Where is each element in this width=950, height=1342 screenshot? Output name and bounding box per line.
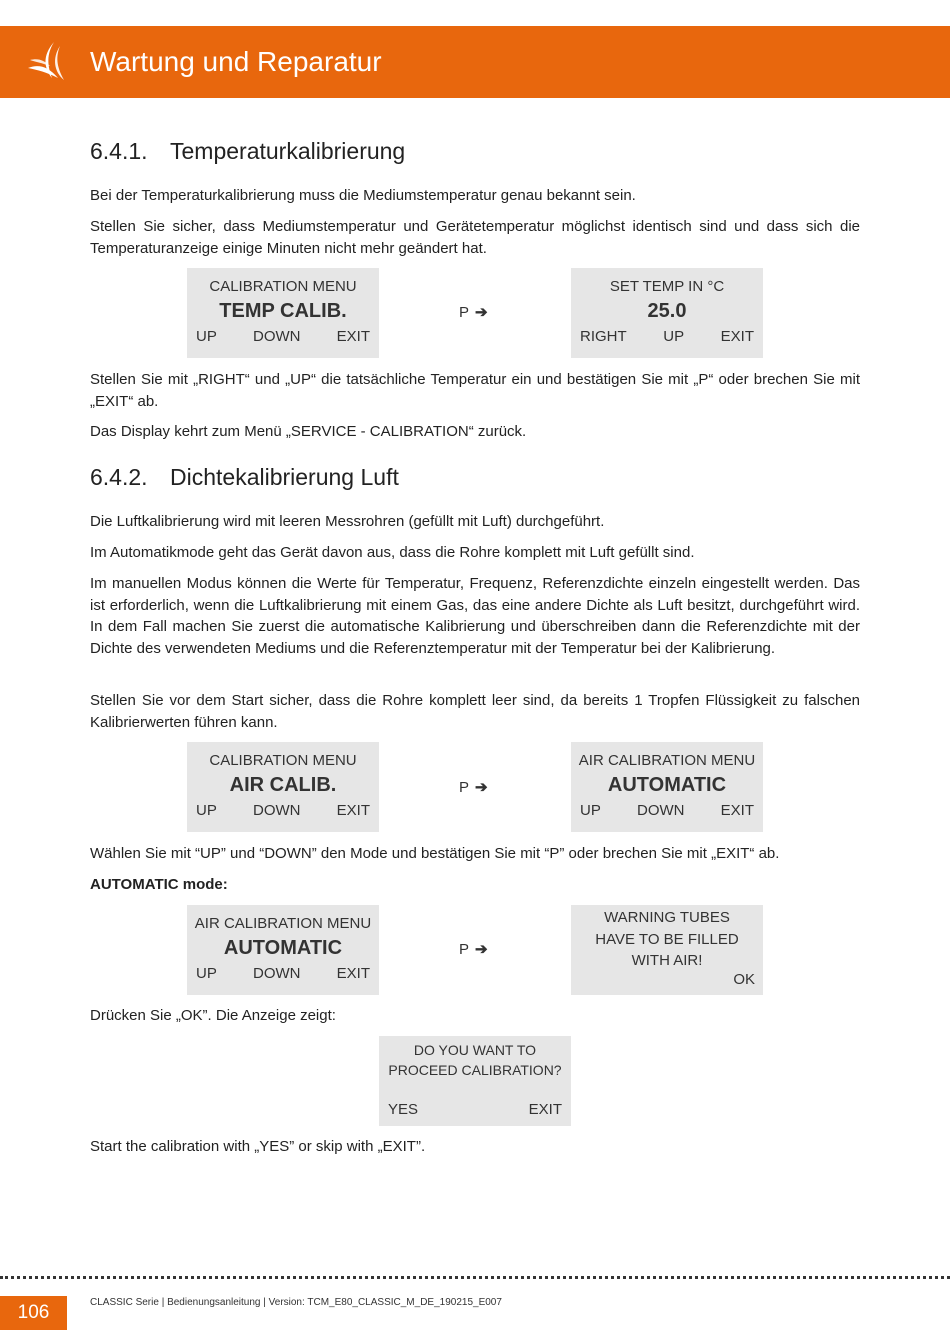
warning-line: WARNING TUBES bbox=[604, 909, 730, 926]
display-softkey-down: DOWN bbox=[637, 802, 685, 819]
p-arrow bbox=[459, 303, 488, 321]
warning-line: WITH AIR! bbox=[631, 952, 703, 969]
arrow-right-icon: ➔ bbox=[475, 779, 488, 796]
section-number: 6.4.1. bbox=[90, 138, 148, 164]
display-proceed-calibration bbox=[379, 1036, 571, 1126]
section-title: Dichtekalibrierung Luft bbox=[170, 464, 399, 490]
paragraph: Im manuellen Modus können die Werte für Temperatur, Frequenz, Referenzdichte einzeln eingestellt werden. Das ist erforderlich, wenn die Luftkalibrierung mit einem Gas, das eine andere Dichte als Luft besitzt, durchgeführt wird. In dem Fall machen Sie zuerst die automatische Kalibrierung und überschreiben dann die Referenzdichte mit der Dichte des verwendeten Mediums und die Referenztemperatur mit der Temperatur bei der Kalibrierung. bbox=[90, 575, 860, 657]
automatic-mode-heading: AUTOMATIC mode: bbox=[90, 876, 228, 893]
arrow-right-icon: ➔ bbox=[475, 941, 488, 958]
warning-line: HAVE TO BE FILLED bbox=[595, 930, 739, 948]
footer-divider bbox=[0, 1276, 950, 1279]
display-softkey-exit: EXIT bbox=[336, 965, 370, 982]
display-value: AIR CALIB. bbox=[229, 774, 337, 796]
display-line: CALIBRATION MENU bbox=[209, 278, 357, 295]
page-header bbox=[0, 26, 950, 98]
paragraph: Wählen Sie mit “UP” und “DOWN” den Mode und bestätigen Sie mit “P” oder brechen Sie mit „EXIT“ ab. bbox=[90, 845, 780, 862]
arrow-key-label: P bbox=[459, 941, 470, 958]
paragraph: Stellen Sie mit „RIGHT“ und „UP“ die tatsächliche Temperatur ein und bestätigen Sie mit „P“ oder brechen Sie mit „EXIT“ ab. bbox=[90, 371, 860, 410]
display-softkey-down: DOWN bbox=[253, 965, 301, 982]
arrow-key-label: P bbox=[459, 779, 470, 796]
footer-text: CLASSIC Serie | Bedienungsanleitung | Version: TCM_E80_CLASSIC_M_DE_190215_E007 bbox=[90, 1297, 502, 1308]
display-softkey-yes: YES bbox=[388, 1101, 419, 1118]
proceed-line: PROCEED CALIBRATION? bbox=[388, 1061, 562, 1078]
paragraph: Stellen Sie vor dem Start sicher, dass die Rohre komplett leer sind, da bereits 1 Tropfen Flüssigkeit zu falschen Kalibrierwerten führen kann. bbox=[90, 692, 860, 731]
display-softkey-up: UP bbox=[196, 965, 217, 982]
paragraph: Die Luftkalibrierung wird mit leeren Messrohren (gefüllt mit Luft) durchgeführt. bbox=[90, 513, 605, 530]
display-value: AUTOMATIC bbox=[607, 774, 727, 796]
p-arrow bbox=[459, 940, 488, 958]
wave-logo-icon bbox=[24, 38, 68, 84]
paragraph: Im Automatikmode geht das Gerät davon aus, dass die Rohre komplett mit Luft gefüllt sind. bbox=[90, 544, 695, 561]
display-softkey-ok: OK bbox=[733, 971, 755, 988]
display-calibration-menu-temp bbox=[187, 268, 379, 358]
display-line: AIR CALIBRATION MENU bbox=[578, 752, 756, 769]
display-value: AUTOMATIC bbox=[223, 937, 343, 959]
display-value: TEMP CALIB. bbox=[219, 300, 347, 322]
display-softkey-up: UP bbox=[196, 802, 217, 819]
display-line: CALIBRATION MENU bbox=[209, 752, 357, 769]
section-heading-6-4-2 bbox=[90, 462, 399, 492]
display-softkey-exit: EXIT bbox=[528, 1101, 562, 1118]
paragraph: Bei der Temperaturkalibrierung muss die Mediumstemperatur genau bekannt sein. bbox=[90, 187, 636, 204]
display-softkey-exit: EXIT bbox=[336, 328, 370, 345]
display-set-temp bbox=[571, 268, 763, 358]
display-air-calibration-automatic bbox=[187, 905, 379, 995]
display-softkey-exit: EXIT bbox=[720, 802, 754, 819]
display-line: AIR CALIBRATION MENU bbox=[194, 915, 372, 932]
display-softkey-right: RIGHT bbox=[580, 328, 627, 345]
display-softkey-up: UP bbox=[663, 328, 685, 345]
arrow-right-icon: ➔ bbox=[475, 304, 488, 321]
section-title: Temperaturkalibrierung bbox=[170, 138, 406, 164]
section-number: 6.4.2. bbox=[90, 464, 148, 490]
header-title: Wartung und Reparatur bbox=[90, 46, 382, 77]
display-warning-tubes bbox=[571, 905, 763, 995]
display-air-calibration-menu bbox=[571, 742, 763, 832]
page-number: 106 bbox=[0, 1296, 67, 1330]
display-line: SET TEMP IN °C bbox=[609, 278, 725, 295]
section-heading-6-4-1 bbox=[90, 136, 405, 166]
paragraph: Start the calibration with „YES” or skip with „EXIT”. bbox=[90, 1138, 426, 1155]
display-softkey-exit: EXIT bbox=[336, 802, 370, 819]
p-arrow bbox=[459, 778, 488, 796]
paragraph: Das Display kehrt zum Menü „SERVICE - CALIBRATION“ zurück. bbox=[90, 423, 527, 440]
paragraph: Stellen Sie sicher, dass Mediumstemperatur und Gerätetemperatur möglichst identisch sind und dass sich die Temperaturanzeige einige Minuten nicht mehr geändert hat. bbox=[90, 218, 860, 257]
display-softkey-down: DOWN bbox=[253, 802, 301, 819]
arrow-key-label: P bbox=[459, 304, 470, 321]
paragraph: Drücken Sie „OK”. Die Anzeige zeigt: bbox=[90, 1007, 336, 1024]
display-softkey-up: UP bbox=[196, 328, 217, 345]
display-calibration-menu-air bbox=[187, 742, 379, 832]
display-softkey-down: DOWN bbox=[253, 328, 301, 345]
proceed-line: DO YOU WANT TO bbox=[413, 1042, 537, 1058]
display-softkey-exit: EXIT bbox=[720, 328, 754, 345]
display-value: 25.0 bbox=[647, 300, 687, 322]
display-softkey-up: UP bbox=[580, 802, 601, 819]
